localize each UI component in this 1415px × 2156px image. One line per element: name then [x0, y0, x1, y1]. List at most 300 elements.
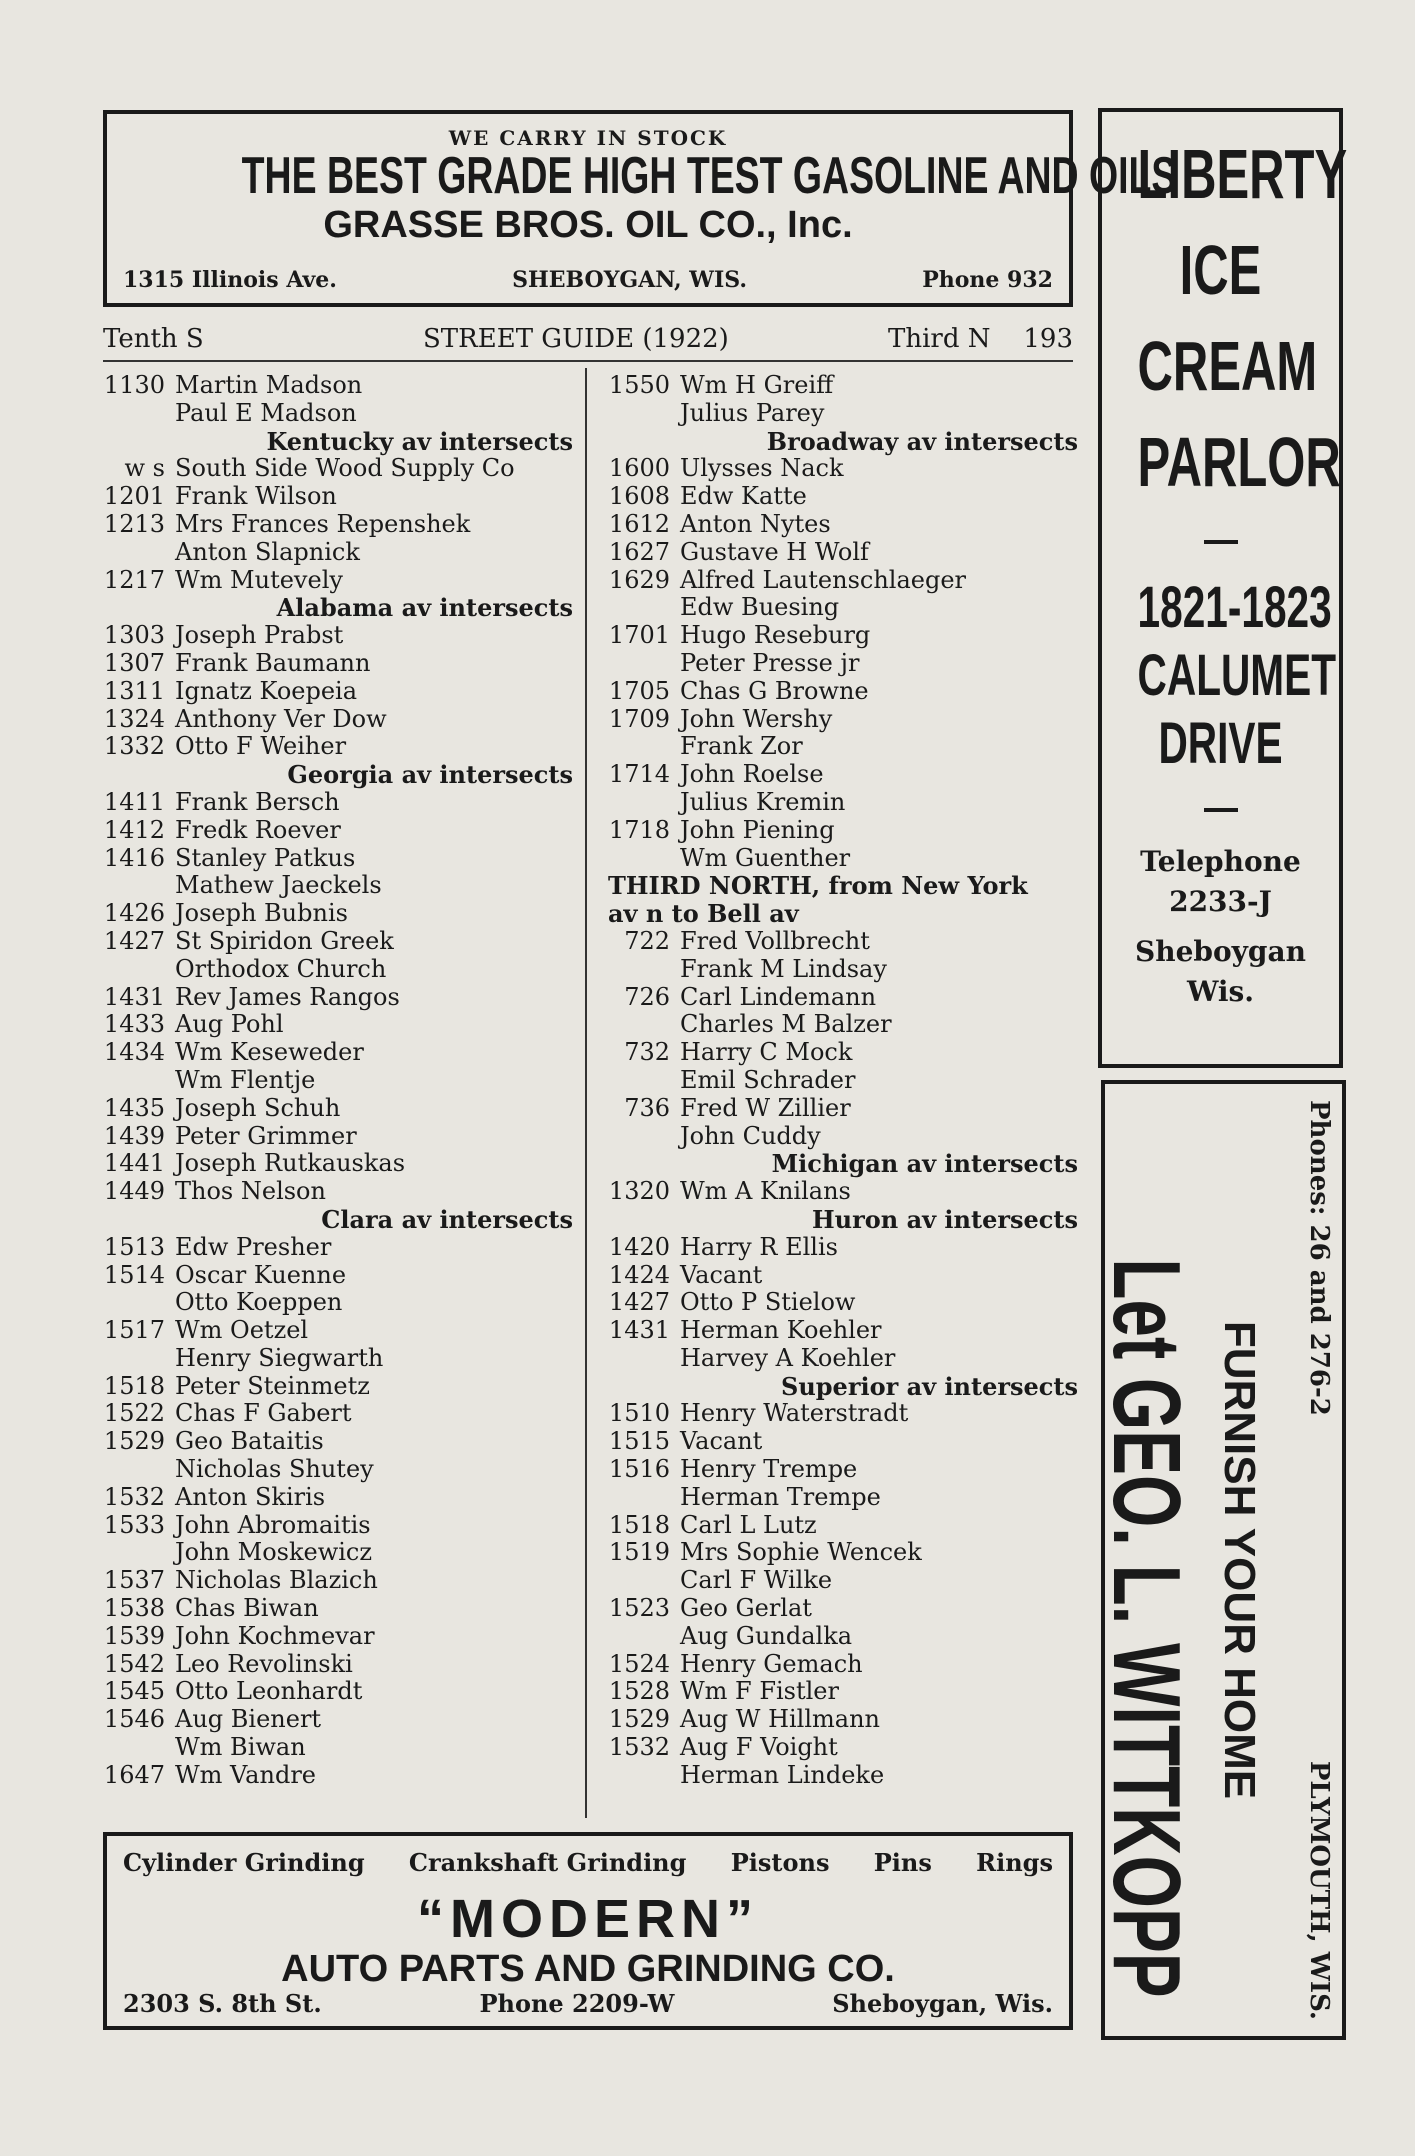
- house-number: 1519: [608, 1538, 670, 1567]
- house-number: 1528: [608, 1677, 670, 1706]
- directory-entry: [608, 1595, 1078, 1623]
- intersection-label: Huron av intersects: [812, 1204, 1078, 1234]
- house-number: 1718: [608, 815, 670, 844]
- liberty-ice-cream-ad: [1098, 108, 1348, 1068]
- directory-entry: [608, 455, 1078, 483]
- directory-entry: [608, 1011, 1078, 1039]
- resident-name: Anton Nytes: [680, 509, 831, 538]
- directory-entry: [103, 872, 573, 900]
- house-number: 1515: [608, 1427, 670, 1456]
- house-number: 1529: [103, 1427, 165, 1456]
- directory-entry: [103, 1651, 573, 1679]
- directory-entry: [103, 1734, 573, 1762]
- ad-company: AUTO PARTS AND GRINDING CO.: [281, 1948, 895, 1990]
- house-number: 1516: [608, 1455, 670, 1484]
- directory-entry: [103, 1289, 573, 1317]
- house-number: 726: [624, 982, 670, 1011]
- directory-entry: [608, 706, 1078, 734]
- house-number: 1612: [608, 509, 670, 538]
- ad-city: SHEBOYGAN, WIS.: [512, 267, 748, 293]
- directory-entry: [608, 1539, 1078, 1567]
- directory-entry: [608, 400, 1078, 428]
- resident-name: Herman Koehler: [680, 1316, 882, 1345]
- resident-name: Nicholas Blazich: [175, 1566, 378, 1595]
- resident-name: Harvey A Koehler: [680, 1343, 896, 1372]
- house-number: 1709: [608, 704, 670, 733]
- house-number: 1431: [608, 1316, 670, 1345]
- ad-address: 1315 Illinois Ave.: [123, 267, 337, 293]
- house-number: 1439: [103, 1121, 165, 1150]
- house-number: 1523: [608, 1594, 670, 1623]
- directory-entry: [608, 622, 1078, 650]
- resident-name: Ulysses Nack: [680, 454, 844, 483]
- directory-entry: [103, 706, 573, 734]
- directory-entry: [608, 1678, 1078, 1706]
- directory-entry: [103, 650, 573, 678]
- directory-entry: [103, 1484, 573, 1512]
- services-list: [123, 1848, 1053, 1877]
- directory-entry: [608, 1651, 1078, 1679]
- ad-city: Sheboygan, Wis.: [832, 1989, 1053, 2018]
- resident-name: John Piening: [680, 815, 835, 844]
- house-number: 1608: [608, 482, 670, 511]
- directory-entry: [103, 622, 573, 650]
- resident-name: Anton Slapnick: [175, 537, 360, 566]
- liberty-tel: 2233-J: [1169, 885, 1272, 918]
- resident-name: Chas Biwan: [175, 1594, 319, 1623]
- liberty-line-4: PARLOR: [1137, 423, 1341, 501]
- resident-name: Carl Lindemann: [680, 982, 877, 1011]
- directory-entry: [608, 678, 1078, 706]
- directory-entry: [608, 511, 1078, 539]
- street-heading-row: [608, 900, 1078, 928]
- directory-entry: [608, 1067, 1078, 1095]
- resident-name: Vacant: [680, 1260, 763, 1289]
- directory-entry: [608, 733, 1078, 761]
- resident-name: Julius Parey: [680, 398, 825, 427]
- directory-entry: [103, 817, 573, 845]
- service-item: Rings: [976, 1848, 1053, 1877]
- resident-name: Mrs Sophie Wencek: [680, 1538, 922, 1567]
- directory-entry: [103, 1539, 573, 1567]
- directory-entry: [103, 1150, 573, 1178]
- directory-entry: [608, 789, 1078, 817]
- directory-entry: [103, 900, 573, 928]
- resident-name: Rev James Rangos: [175, 982, 400, 1011]
- resident-name: Frank Bersch: [175, 787, 340, 816]
- ad-contact-line: [123, 1989, 1053, 2018]
- directory-entry: [608, 1317, 1078, 1345]
- directory-entry: [608, 845, 1078, 873]
- directory-entry: [608, 1095, 1078, 1123]
- resident-name: Aug Gundalka: [680, 1621, 853, 1650]
- resident-name: Paul E Madson: [175, 398, 357, 427]
- directory-entry: [103, 1039, 573, 1067]
- resident-name: Gustave H Wolf: [680, 537, 869, 566]
- directory-entry: [103, 789, 573, 817]
- house-number: 1550: [608, 371, 670, 399]
- resident-name: Wm F Fistler: [680, 1677, 839, 1706]
- directory-entry: [608, 1289, 1078, 1317]
- directory-entry: [608, 1178, 1078, 1206]
- resident-name: Otto Koeppen: [175, 1288, 343, 1317]
- house-number: 1411: [103, 787, 165, 816]
- house-number: 1324: [103, 704, 165, 733]
- house-number: 1600: [608, 454, 670, 483]
- directory-entry: [608, 928, 1078, 956]
- directory-entry: [103, 1623, 573, 1651]
- liberty-address-2: CALUMET: [1137, 643, 1337, 708]
- house-number: 1705: [608, 676, 670, 705]
- house-number: 1427: [103, 926, 165, 955]
- house-number: 1537: [103, 1566, 165, 1595]
- resident-name: Frank Baumann: [175, 648, 371, 677]
- resident-name: Thos Nelson: [175, 1177, 326, 1206]
- resident-name: Wm Biwan: [175, 1733, 306, 1762]
- resident-name: Edw Buesing: [680, 593, 840, 622]
- header-title: STREET GUIDE (1922): [423, 324, 729, 354]
- house-number: 732: [624, 1038, 670, 1067]
- resident-name: Fredk Roever: [175, 815, 341, 844]
- resident-name: Anton Skiris: [175, 1482, 326, 1511]
- service-item: Cylinder Grinding: [123, 1848, 365, 1877]
- house-number: 1311: [103, 676, 165, 705]
- house-number: 1518: [608, 1510, 670, 1539]
- directory-entry: [608, 1623, 1078, 1651]
- resident-name: Aug W Hillmann: [680, 1705, 881, 1734]
- house-number: 1517: [103, 1316, 165, 1345]
- house-number: 1522: [103, 1399, 165, 1428]
- resident-name: Wm Vandre: [175, 1760, 316, 1789]
- house-number: 1201: [103, 482, 165, 511]
- resident-name: Ignatz Koepeia: [175, 676, 358, 705]
- service-item: Pistons: [730, 1848, 830, 1877]
- resident-name: Wm Mutevely: [175, 565, 343, 594]
- liberty-address-1: 1821-1823: [1137, 575, 1332, 640]
- resident-name: Henry Trempe: [680, 1455, 858, 1484]
- resident-name: Wm A Knilans: [680, 1177, 851, 1206]
- page-number: 193: [1023, 324, 1073, 354]
- resident-name: Wm Oetzel: [175, 1316, 309, 1345]
- directory-entry: [103, 1067, 573, 1095]
- liberty-line-1: LIBERTY: [1137, 135, 1348, 213]
- directory-entry: [608, 1234, 1078, 1262]
- house-number: 1320: [608, 1177, 670, 1206]
- house-number: 1542: [103, 1649, 165, 1678]
- directory-entry: [103, 1373, 573, 1401]
- directory-entry: [103, 1011, 573, 1039]
- house-number: 1424: [608, 1260, 670, 1289]
- resident-name: Herman Lindeke: [680, 1760, 885, 1789]
- directory-entry: [608, 594, 1078, 622]
- resident-name: Henry Waterstradt: [680, 1399, 909, 1428]
- resident-name: Charles M Balzer: [680, 1010, 892, 1039]
- house-number: 1433: [103, 1010, 165, 1039]
- resident-name: Emil Schrader: [680, 1065, 856, 1094]
- resident-name: South Side Wood Supply Co: [175, 454, 515, 483]
- ad-address: 2303 S. 8th St.: [123, 1989, 322, 2018]
- house-number: 1546: [103, 1705, 165, 1734]
- directory-entry: [103, 1456, 573, 1484]
- liberty-city: Sheboygan: [1135, 935, 1306, 968]
- house-number: 1532: [608, 1733, 670, 1762]
- house-number: 1420: [608, 1232, 670, 1261]
- house-number: 1539: [103, 1621, 165, 1650]
- house-number: 1431: [103, 982, 165, 1011]
- resident-name: Anthony Ver Dow: [175, 704, 387, 733]
- resident-name: Peter Presse jr: [680, 648, 860, 677]
- resident-name: Herman Trempe: [680, 1482, 881, 1511]
- ad-tagline: WE CARRY IN STOCK: [448, 126, 728, 150]
- directory-entry: [103, 1428, 573, 1456]
- directory-entry: [103, 984, 573, 1012]
- house-number: 1647: [103, 1760, 165, 1789]
- directory-entry: [103, 567, 573, 595]
- directory-entry: [103, 1317, 573, 1345]
- liberty-state: Wis.: [1186, 975, 1255, 1008]
- liberty-tel-label: Telephone: [1140, 845, 1301, 878]
- resident-name: Geo Gerlat: [680, 1594, 812, 1623]
- house-number: 1513: [103, 1232, 165, 1261]
- service-item: Pins: [873, 1848, 932, 1877]
- directory-entry: [608, 1706, 1078, 1734]
- wittkopp-name: Let GEO. L. WITTKOPP: [1092, 1258, 1200, 1998]
- house-number: 1416: [103, 843, 165, 872]
- directory-entry: [103, 400, 573, 428]
- directory-entry: [103, 1567, 573, 1595]
- resident-name: Alfred Lautenschlaeger: [680, 565, 967, 594]
- directory-entry: [103, 733, 573, 761]
- resident-name: Otto Leonhardt: [175, 1677, 363, 1706]
- resident-name: Otto P Stielow: [680, 1288, 856, 1317]
- ad-phone: Phone 2209-W: [479, 1989, 675, 2018]
- directory-entry: [608, 1512, 1078, 1540]
- left-column: [103, 372, 573, 1790]
- liberty-line-3: CREAM: [1137, 327, 1318, 405]
- resident-name: Peter Grimmer: [175, 1121, 357, 1150]
- wittkopp-phones: Phones: 26 and 276-2: [1303, 1100, 1334, 1416]
- resident-name: St Spiridon Greek: [175, 926, 394, 955]
- divider-dash: [1204, 540, 1238, 544]
- resident-name: Fred W Zillier: [680, 1093, 851, 1122]
- directory-entry: [103, 1178, 573, 1206]
- resident-name: Joseph Bubnis: [175, 899, 348, 928]
- intersection-label: Alabama av intersects: [276, 593, 573, 623]
- directory-entry: [103, 1595, 573, 1623]
- directory-entry: [608, 817, 1078, 845]
- directory-entry: [103, 1123, 573, 1151]
- directory-entry: [608, 372, 1078, 400]
- house-number: 1213: [103, 509, 165, 538]
- ad-contact-line: [123, 267, 1053, 293]
- resident-name: Vacant: [680, 1427, 763, 1456]
- house-number: 1529: [608, 1705, 670, 1734]
- resident-name: Peter Steinmetz: [175, 1371, 370, 1400]
- resident-name: Chas F Gabert: [175, 1399, 352, 1428]
- liberty-address-3: DRIVE: [1158, 711, 1283, 776]
- resident-name: John Cuddy: [680, 1121, 821, 1150]
- resident-name: Joseph Rutkauskas: [175, 1149, 406, 1178]
- resident-name: Frank Zor: [680, 732, 803, 761]
- ad-company: GRASSE BROS. OIL CO., Inc.: [323, 204, 853, 246]
- house-number: 1627: [608, 537, 670, 566]
- directory-entry: [608, 984, 1078, 1012]
- directory-entry: [608, 1456, 1078, 1484]
- resident-name: Frank Wilson: [175, 482, 337, 511]
- header-right: Third N: [888, 324, 991, 354]
- ad-brand: “MODERN”: [417, 1889, 759, 1949]
- directory-entry: [103, 1400, 573, 1428]
- column-divider: [585, 368, 587, 1818]
- directory-entry: [608, 761, 1078, 789]
- resident-name: Hugo Reseburg: [680, 621, 871, 650]
- directory-entry: [608, 483, 1078, 511]
- intersection-label: Broadway av intersects: [766, 426, 1078, 456]
- intersection-row: [103, 594, 573, 622]
- house-number: 1412: [103, 815, 165, 844]
- directory-entry: [608, 1262, 1078, 1290]
- directory-entry: [608, 567, 1078, 595]
- house-number: 736: [624, 1093, 670, 1122]
- directory-entry: [608, 1039, 1078, 1067]
- intersection-label: Georgia av intersects: [287, 760, 573, 790]
- house-number: 1332: [103, 732, 165, 761]
- house-number: 1427: [608, 1288, 670, 1317]
- directory-entry: [103, 511, 573, 539]
- resident-name: John Moskewicz: [175, 1538, 373, 1567]
- resident-name: Orthodox Church: [175, 954, 387, 983]
- house-number: 1533: [103, 1510, 165, 1539]
- house-number: 1629: [608, 565, 670, 594]
- resident-name: Harry R Ellis: [680, 1232, 838, 1261]
- directory-entry: [103, 1345, 573, 1373]
- house-number: 1524: [608, 1649, 670, 1678]
- directory-entry: [103, 483, 573, 511]
- directory-entry: [608, 1428, 1078, 1456]
- page-header: [103, 320, 1073, 362]
- resident-name: Wm H Greiff: [680, 371, 834, 399]
- intersection-row: [608, 428, 1078, 456]
- directory-entry: [103, 1095, 573, 1123]
- resident-name: Wm Guenther: [680, 843, 851, 872]
- directory-entry: [103, 539, 573, 567]
- wittkopp-city: PLYMOUTH, WIS.: [1303, 1760, 1334, 2020]
- house-number: 1426: [103, 899, 165, 928]
- resident-name: Carl L Lutz: [680, 1510, 817, 1539]
- resident-name: Frank M Lindsay: [680, 954, 887, 983]
- house-number: 1514: [103, 1260, 165, 1289]
- directory-entry: [103, 1762, 573, 1790]
- house-number: 1434: [103, 1038, 165, 1067]
- resident-name: John Wershy: [680, 704, 833, 733]
- right-column: [608, 372, 1078, 1790]
- intersection-label: Michigan av intersects: [771, 1149, 1078, 1179]
- resident-name: Joseph Schuh: [175, 1093, 341, 1122]
- service-item: Crankshaft Grinding: [408, 1848, 687, 1877]
- house-number: 1303: [103, 621, 165, 650]
- resident-name: Aug F Voight: [680, 1733, 838, 1762]
- header-left: Tenth S: [103, 324, 204, 354]
- directory-entry: [103, 1234, 573, 1262]
- directory-entry: [103, 372, 573, 400]
- resident-name: Henry Siegwarth: [175, 1343, 384, 1372]
- resident-name: John Kochmevar: [175, 1621, 375, 1650]
- ad-headline: THE BEST GRADE HIGH TEST GASOLINE AND OILS: [241, 147, 1177, 205]
- house-number: 1307: [103, 648, 165, 677]
- resident-name: Oscar Kuenne: [175, 1260, 347, 1289]
- resident-name: Mrs Frances Repenshek: [175, 509, 471, 538]
- resident-name: Wm Flentje: [175, 1065, 316, 1094]
- intersection-row: [103, 1206, 573, 1234]
- house-number: 1714: [608, 760, 670, 789]
- street-heading-row: [608, 872, 1078, 900]
- resident-name: Mathew Jaeckels: [175, 871, 382, 900]
- directory-entry: [103, 678, 573, 706]
- directory-entry: [103, 928, 573, 956]
- directory-entry: [608, 1567, 1078, 1595]
- house-number: 1532: [103, 1482, 165, 1511]
- intersection-row: [103, 428, 573, 456]
- directory-entry: [608, 1734, 1078, 1762]
- directory-entry: [103, 1262, 573, 1290]
- intersection-row: [608, 1373, 1078, 1401]
- house-number: 1449: [103, 1177, 165, 1206]
- house-number: 1518: [103, 1371, 165, 1400]
- directory-entry: [608, 539, 1078, 567]
- bottom-advertisement: [103, 1832, 1073, 2030]
- intersection-label: Kentucky av intersects: [266, 426, 573, 456]
- ad-phone: Phone 932: [922, 267, 1053, 293]
- house-number: 1545: [103, 1677, 165, 1706]
- resident-name: Otto F Weiher: [175, 732, 347, 761]
- directory-entry: [608, 1123, 1078, 1151]
- house-number: 1435: [103, 1093, 165, 1122]
- house-number: 1538: [103, 1594, 165, 1623]
- house-number: 1510: [608, 1399, 670, 1428]
- intersection-row: [608, 1206, 1078, 1234]
- directory-entry: [103, 455, 573, 483]
- resident-name: Edw Katte: [680, 482, 807, 511]
- resident-name: Joseph Prabst: [175, 621, 344, 650]
- resident-name: John Roelse: [680, 760, 824, 789]
- directory-entry: [608, 1762, 1078, 1790]
- resident-name: Martin Madson: [175, 371, 363, 399]
- house-number: 1217: [103, 565, 165, 594]
- directory-entry: [103, 1512, 573, 1540]
- resident-name: Stanley Patkus: [175, 843, 356, 872]
- house-number: 1441: [103, 1149, 165, 1178]
- resident-name: Carl F Wilke: [680, 1566, 833, 1595]
- intersection-label: Superior av intersects: [780, 1371, 1078, 1401]
- resident-name: Edw Presher: [175, 1232, 332, 1261]
- resident-name: Henry Gemach: [680, 1649, 863, 1678]
- resident-name: Chas G Browne: [680, 676, 869, 705]
- street-heading: THIRD NORTH, from New York: [608, 871, 1028, 901]
- directory-entry: [608, 1484, 1078, 1512]
- intersection-row: [103, 761, 573, 789]
- intersection-row: [608, 1150, 1078, 1178]
- house-number: 1701: [608, 621, 670, 650]
- wittkopp-slogan: FURNISH YOUR HOME: [1214, 1320, 1264, 1800]
- street-heading: av n to Bell av: [608, 899, 799, 929]
- resident-name: Leo Revolinski: [175, 1649, 353, 1678]
- directory-entry: [608, 1400, 1078, 1428]
- divider-dash: [1204, 808, 1238, 812]
- house-number: 722: [624, 926, 670, 955]
- resident-name: Wm Keseweder: [175, 1038, 364, 1067]
- directory-entry: [103, 956, 573, 984]
- resident-name: John Abromaitis: [175, 1510, 371, 1539]
